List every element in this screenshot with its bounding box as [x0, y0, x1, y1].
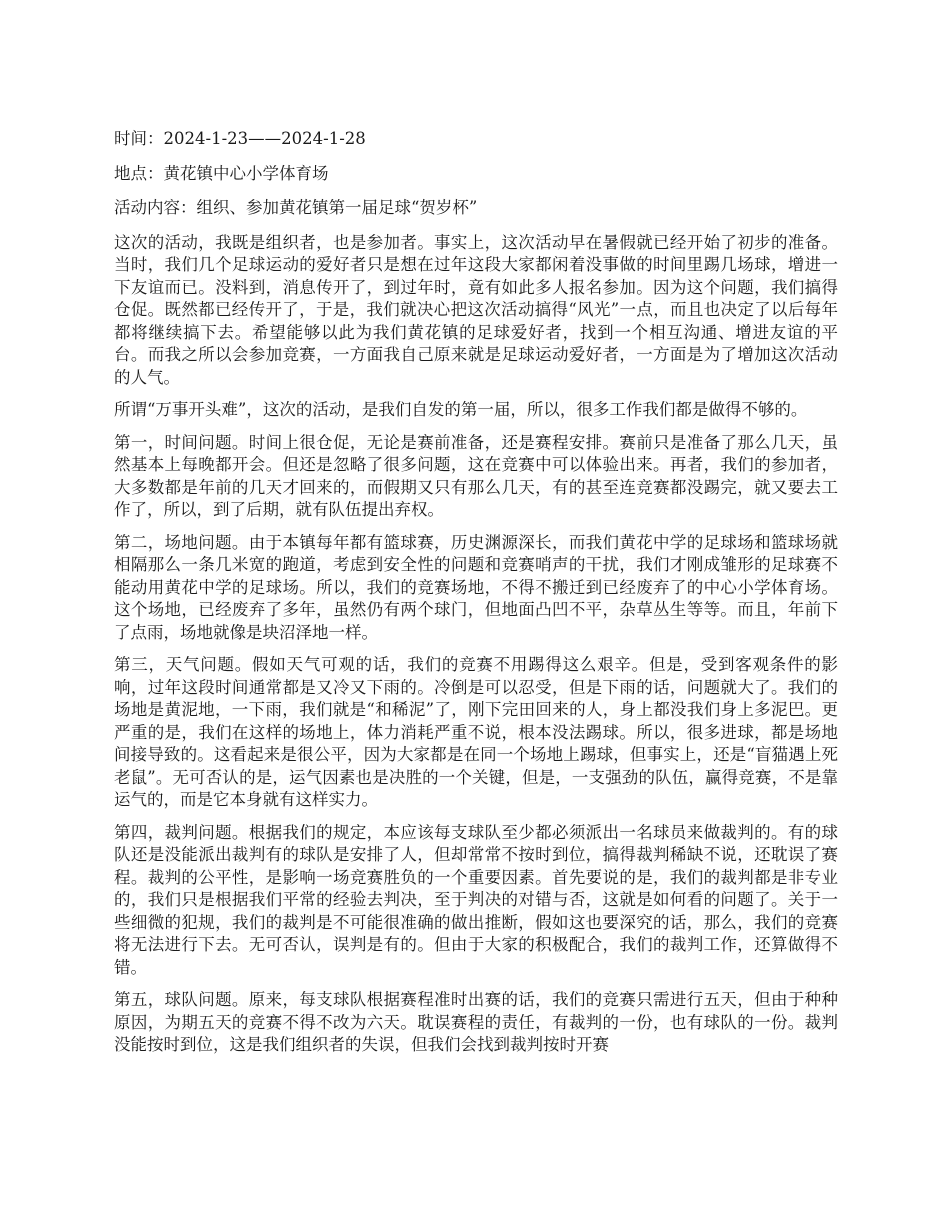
paragraph-referee-issue: 第四，裁判问题。根据我们的规定，本应该每支球队至少都必须派出一名球员来做裁判的。有的球队还是没能派出裁判有的球队是安排了人，但却常常不按时到位，搞得裁判稀缺不说，还耽误了赛程。裁判的公平性，是影响一场竞赛胜负的一个重要因素。首先要说的是，我们的裁判都是非专业的，我们只是根据我们平常的经验去判决，至于判决的对错与否，这就是如何看的问题了。关于一些细微的犯规，我们的裁判是不可能很准确的做出推断，假如这也要深究的话，那么，我们的竞赛将无法进行下去。无可否认，误判是有的。但由于大家的积极配合，我们的裁判工作，还算做得不错。 [114, 822, 838, 977]
paragraph-weather-issue: 第三，天气问题。假如天气可观的话，我们的竞赛不用踢得这么艰辛。但是，受到客观条件的影响，过年这段时间通常都是又冷又下雨的。冷倒是可以忍受，但是下雨的话，问题就大了。我们的场地是黄泥地，一下雨，我们就是“和稀泥”了，刚下完田回来的人，身上都没我们身上多泥巴。更严重的是，我们在这样的场地上，体力消耗严重不说，根本没法踢球。所以，很多进球，都是场地间接导致的。这看起来是很公平，因为大家都是在同一个场地上踢球，但事实上，还是“盲猫遇上死老鼠”。无可否认的是，运气因素也是决胜的一个关键，但是，一支强劲的队伍，赢得竞赛，不是靠运气的，而是它本身就有这样实力。 [114, 655, 838, 809]
activity-line: 活动内容：组织、参加黄花镇第一届足球“贺岁杯” [114, 198, 478, 217]
time-line: 时间：2024-1-23——2024-1-28 [114, 129, 366, 148]
paragraph-team-issue: 第五，球队问题。原来，每支球队根据赛程准时出赛的话，我们的竞赛只需进行五天，但由于种种原因，为期五天的竞赛不得不改为六天。耽误赛程的责任，有裁判的一份，也有球队的一份。裁判没能按时到位，这是我们组织者的失误，但我们会找到裁判按时开赛 [114, 990, 838, 1054]
paragraph-venue-issue: 第二，场地问题。由于本镇每年都有篮球赛，历史渊源深长，而我们黄花中学的足球场和篮球场就相隔那么一条几米宽的跑道，考虑到安全性的问题和竞赛哨声的干扰，我们才刚成雏形的足球赛不能动用黄花中学的足球场。所以，我们的竞赛场地，不得不搬迁到已经废弃了的中心小学体育场。这个场地，已经废弃了多年，虽然仍有两个球门，但地面凸凹不平，杂草丛生等等。而且，年前下了点雨，场地就像是块沼泽地一样。 [114, 532, 838, 642]
paragraph-difficulty: 所谓“万事开头难”，这次的活动，是我们自发的第一届，所以，很多工作我们都是做得不够的。 [114, 400, 808, 419]
place-line: 地点：黄花镇中心小学体育场 [114, 163, 329, 183]
document-body [114, 128, 838, 1067]
paragraph-intro: 这次的活动，我既是组织者，也是参加者。事实上，这次活动早在暑假就已经开始了初步的准备。当时，我们几个足球运动的爱好者只是想在过年这段大家都闲着没事做的时间里踢几场球，增进一下友谊而已。没料到，消息传开了，到过年时，竟有如此多人报名参加。因为这个问题，我们搞得仓促。既然都已经传开了，于是，我们就决心把这次活动搞得“风光”一点，而且也决定了以后每年都将继续搞下去。希望能够以此为我们黄花镇的足球爱好者，找到一个相互沟通、增进友谊的平台。而我之所以会参加竞赛，一方面我自己原来就是足球运动爱好者，一方面是为了增加这次活动的人气。 [114, 232, 838, 387]
paragraph-time-issue: 第一，时间问题。时间上很仓促，无论是赛前准备，还是赛程安排。赛前只是准备了那么几天，虽然基本上每晚都开会。但还是忽略了很多问题，这在竞赛中可以体验出来。再者，我们的参加者，大多数都是年前的几天才回来的，而假期又只有那么几天，有的甚至连竞赛都没踢完，就又要去工作了，所以，到了后期，就有队伍提出弃权。 [114, 432, 838, 519]
